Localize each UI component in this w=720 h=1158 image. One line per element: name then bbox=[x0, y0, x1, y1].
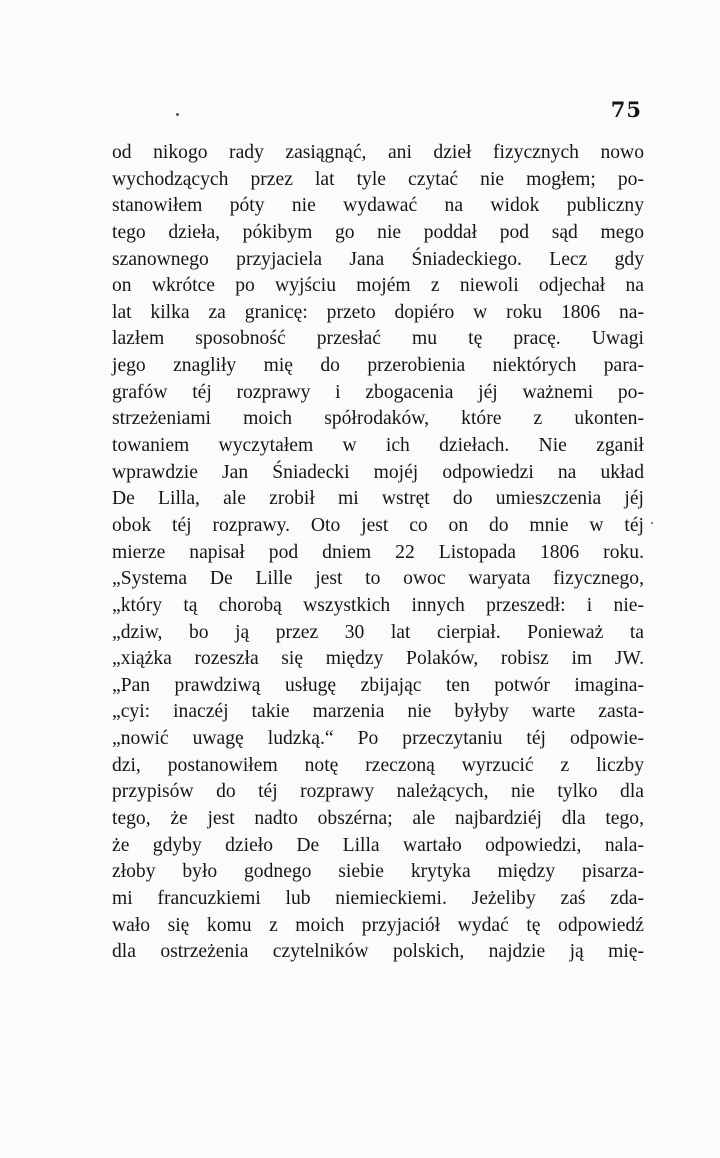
scan-speck bbox=[651, 522, 653, 524]
text-line: tego dzieła, pókibym go nie poddał pod sąd mego bbox=[112, 221, 644, 243]
text-line: „nowić uwagę ludzką.“ Po przeczytaniu téj odpowie- bbox=[112, 728, 644, 750]
text-line: jego znagliły mię do przerobienia niektórych para- bbox=[112, 355, 644, 377]
text-line: „xiążka rozeszła się między Polaków, robisz im JW. bbox=[112, 648, 644, 670]
text-line: „Systema De Lille jest to owoc waryata fizycznego, bbox=[112, 568, 644, 590]
text-line: dla ostrzeżenia czytelników polskich, najdzie ją mię- bbox=[112, 941, 644, 963]
text-line: lazłem sposobność przesłać mu tę pracę. Uwagi bbox=[112, 328, 644, 350]
text-line: dzi, postanowiłem notę rzeczoną wyrzucić z liczby bbox=[112, 754, 644, 776]
text-line: przypisów do téj rozprawy należących, nie tylko dla bbox=[112, 781, 644, 803]
text-line: lat kilka za granicę: przeto dopiéro w roku 1806 na- bbox=[112, 301, 644, 323]
page-number: 75 bbox=[610, 97, 642, 122]
text-line: od nikogo rady zasiągnąć, ani dzieł fizycznych nowo bbox=[112, 142, 644, 163]
text-line: „cyi: inaczéj takie marzenia nie byłyby warte zasta- bbox=[112, 701, 644, 723]
text-line: on wkrótce po wyjściu mojém z niewoli odjechał na bbox=[112, 275, 644, 297]
text-line: De Lilla, ale zrobił mi wstręt do umieszczenia jéj bbox=[112, 488, 644, 510]
text-line: wało się komu z moich przyjaciół wydać tę odpowiedź bbox=[112, 914, 644, 936]
text-line: „dziw, bo ją przez 30 lat cierpiał. Ponieważ ta bbox=[112, 621, 644, 643]
text-line: złoby było godnego siebie krytyka między pisarza- bbox=[112, 861, 644, 883]
text-line: stanowiłem póty nie wydawać na widok publiczny bbox=[112, 195, 644, 217]
text-line: wprawdzie Jan Śniadecki mojéj odpowiedzi na układ bbox=[112, 461, 644, 483]
text-line: mi francuzkiemi lub niemieckiemi. Jeżeliby zaś zda- bbox=[112, 887, 644, 909]
text-line: strzeżeniami moich spółrodaków, które z ukonten- bbox=[112, 408, 644, 430]
text-line: „Pan prawdziwą usługę zbijając ten potwór imagina- bbox=[112, 674, 644, 696]
text-line: wychodzących przez lat tyle czytać nie mogłem; po- bbox=[112, 168, 644, 190]
text-line: mierze napisał pod dniem 22 Listopada 1806 roku. bbox=[112, 541, 644, 563]
text-line: grafów téj rozprawy i zbogacenia jéj ważnemi po- bbox=[112, 381, 644, 403]
text-line: „który tą chorobą wszystkich innych przeszedł: i nie- bbox=[112, 594, 644, 616]
text-line: że gdyby dzieło De Lilla wartało odpowiedzi, nala- bbox=[112, 834, 644, 856]
text-line: tego, że jest nadto obszérna; ale najbardziéj dla tego, bbox=[112, 808, 644, 830]
text-line: towaniem wyczytałem w ich dziełach. Nie zganił bbox=[112, 435, 644, 457]
text-line: szanownego przyjaciela Jana Śniadeckiego. Lecz gdy bbox=[112, 248, 644, 270]
body-text bbox=[112, 140, 644, 966]
scan-speck bbox=[176, 113, 179, 116]
text-line: obok téj rozprawy. Oto jest co on do mnie w téj bbox=[112, 514, 644, 536]
